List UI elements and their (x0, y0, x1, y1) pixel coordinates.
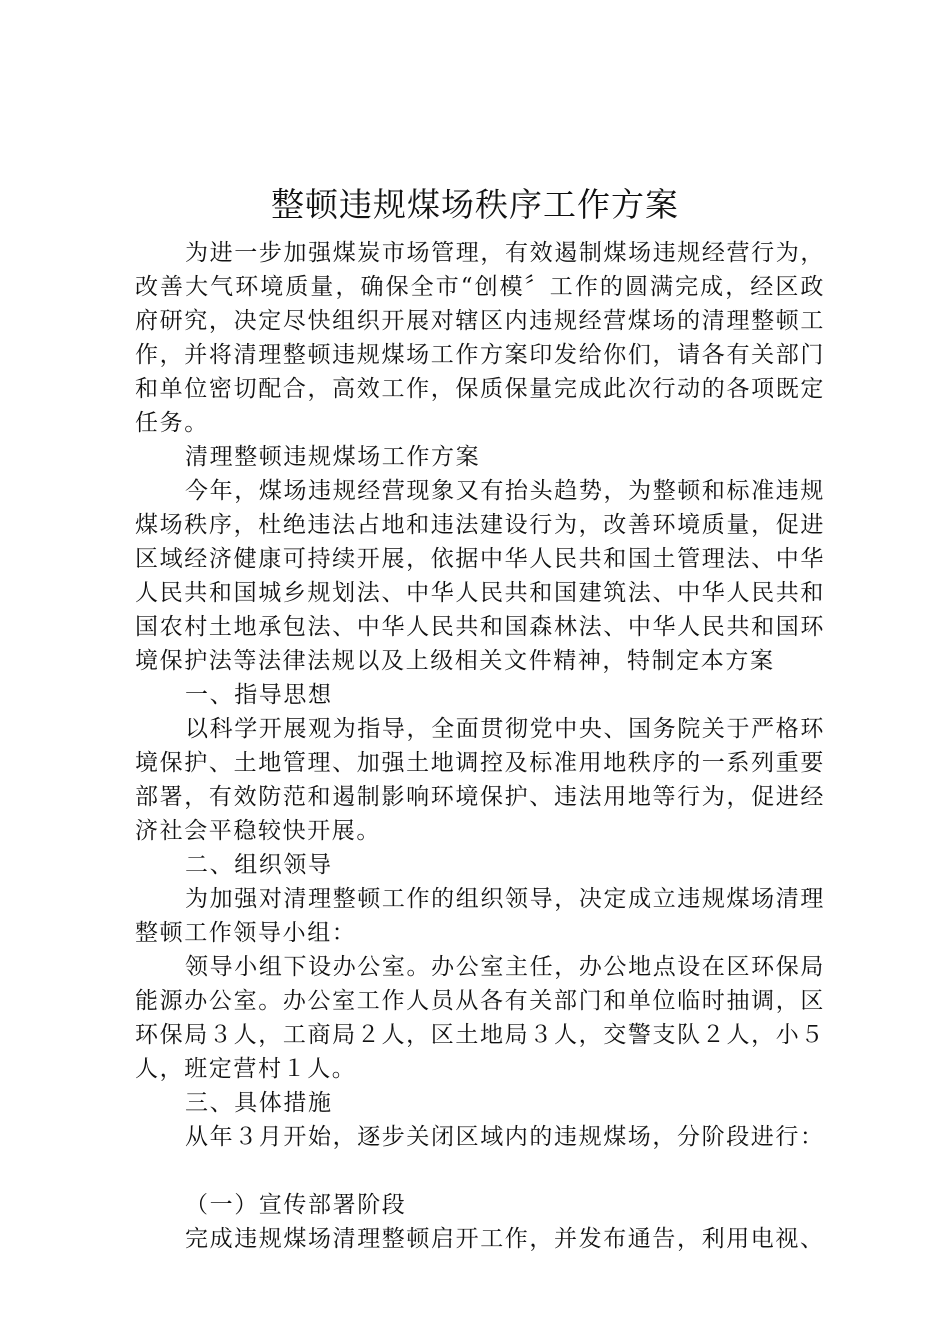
subsection-heading-publicity: （一）宣传部署阶段 (185, 1192, 407, 1218)
document-title: 整顿违规煤场秩序工作方案 (271, 185, 679, 224)
paragraph-guiding-thought: 以科学开展观为指导，全面贯彻党中央、国务院关于严格环境保护、土地管理、加强土地调控及标准用地秩序的一系列重要部署，有效防范和遏制影响环境保护、违法用地等行为，促进经济社会平稳较快开展。 (135, 716, 825, 844)
section-heading-measures: 三、具体措施 (185, 1090, 333, 1116)
paragraph-office: 领导小组下设办公室。办公室主任，办公地点设在区环保局能源办公室。办公室工作人员从各有关部门和单位临时抽调，区环保局３人，工商局２人，区土地局３人，交警支队２人，小５人，班定营村１人。 (135, 954, 825, 1082)
paragraph-organization: 为加强对清理整顿工作的组织领导，决定成立违规煤场清理整顿工作领导小组： (135, 886, 825, 946)
section-heading-organization: 二、组织领导 (185, 852, 333, 878)
paragraph-intro: 为进一步加强煤炭市场管理，有效遏制煤场违规经营行为，改善大气环境质量，确保全市“创模〞工作的圆满完成，经区政府研究，决定尽快组织开展对辖区内违规经营煤场的清理整顿工作，并将清理整顿违规煤场工作方案印发给你们，请各有关部门和单位密切配合，高效工作，保质保量完成此次行动的各项既定任务。 (135, 240, 825, 436)
paragraph-plan-name: 清理整顿违规煤场工作方案 (185, 444, 481, 470)
section-heading-guiding-thought: 一、指导思想 (185, 682, 333, 708)
paragraph-measures: 从年３月开始，逐步关闭区域内的违规煤场，分阶段进行： (185, 1124, 825, 1150)
document-body (135, 236, 825, 1256)
paragraph-publicity: 完成违规煤场清理整顿启开工作，并发布通告，利用电视、 (185, 1226, 825, 1252)
paragraph-background: 今年，煤场违规经营现象又有抬头趋势，为整顿和标准违规煤场秩序，杜绝违法占地和违法建设行为，改善环境质量，促进区域经济健康可持续开展，依据中华人民共和国土管理法、中华人民共和国城乡规划法、中华人民共和国建筑法、中华人民共和国农村土地承包法、中华人民共和国森林法、中华人民共和国环境保护法等法律法规以及上级相关文件精神，特制定本方案 (135, 478, 825, 674)
